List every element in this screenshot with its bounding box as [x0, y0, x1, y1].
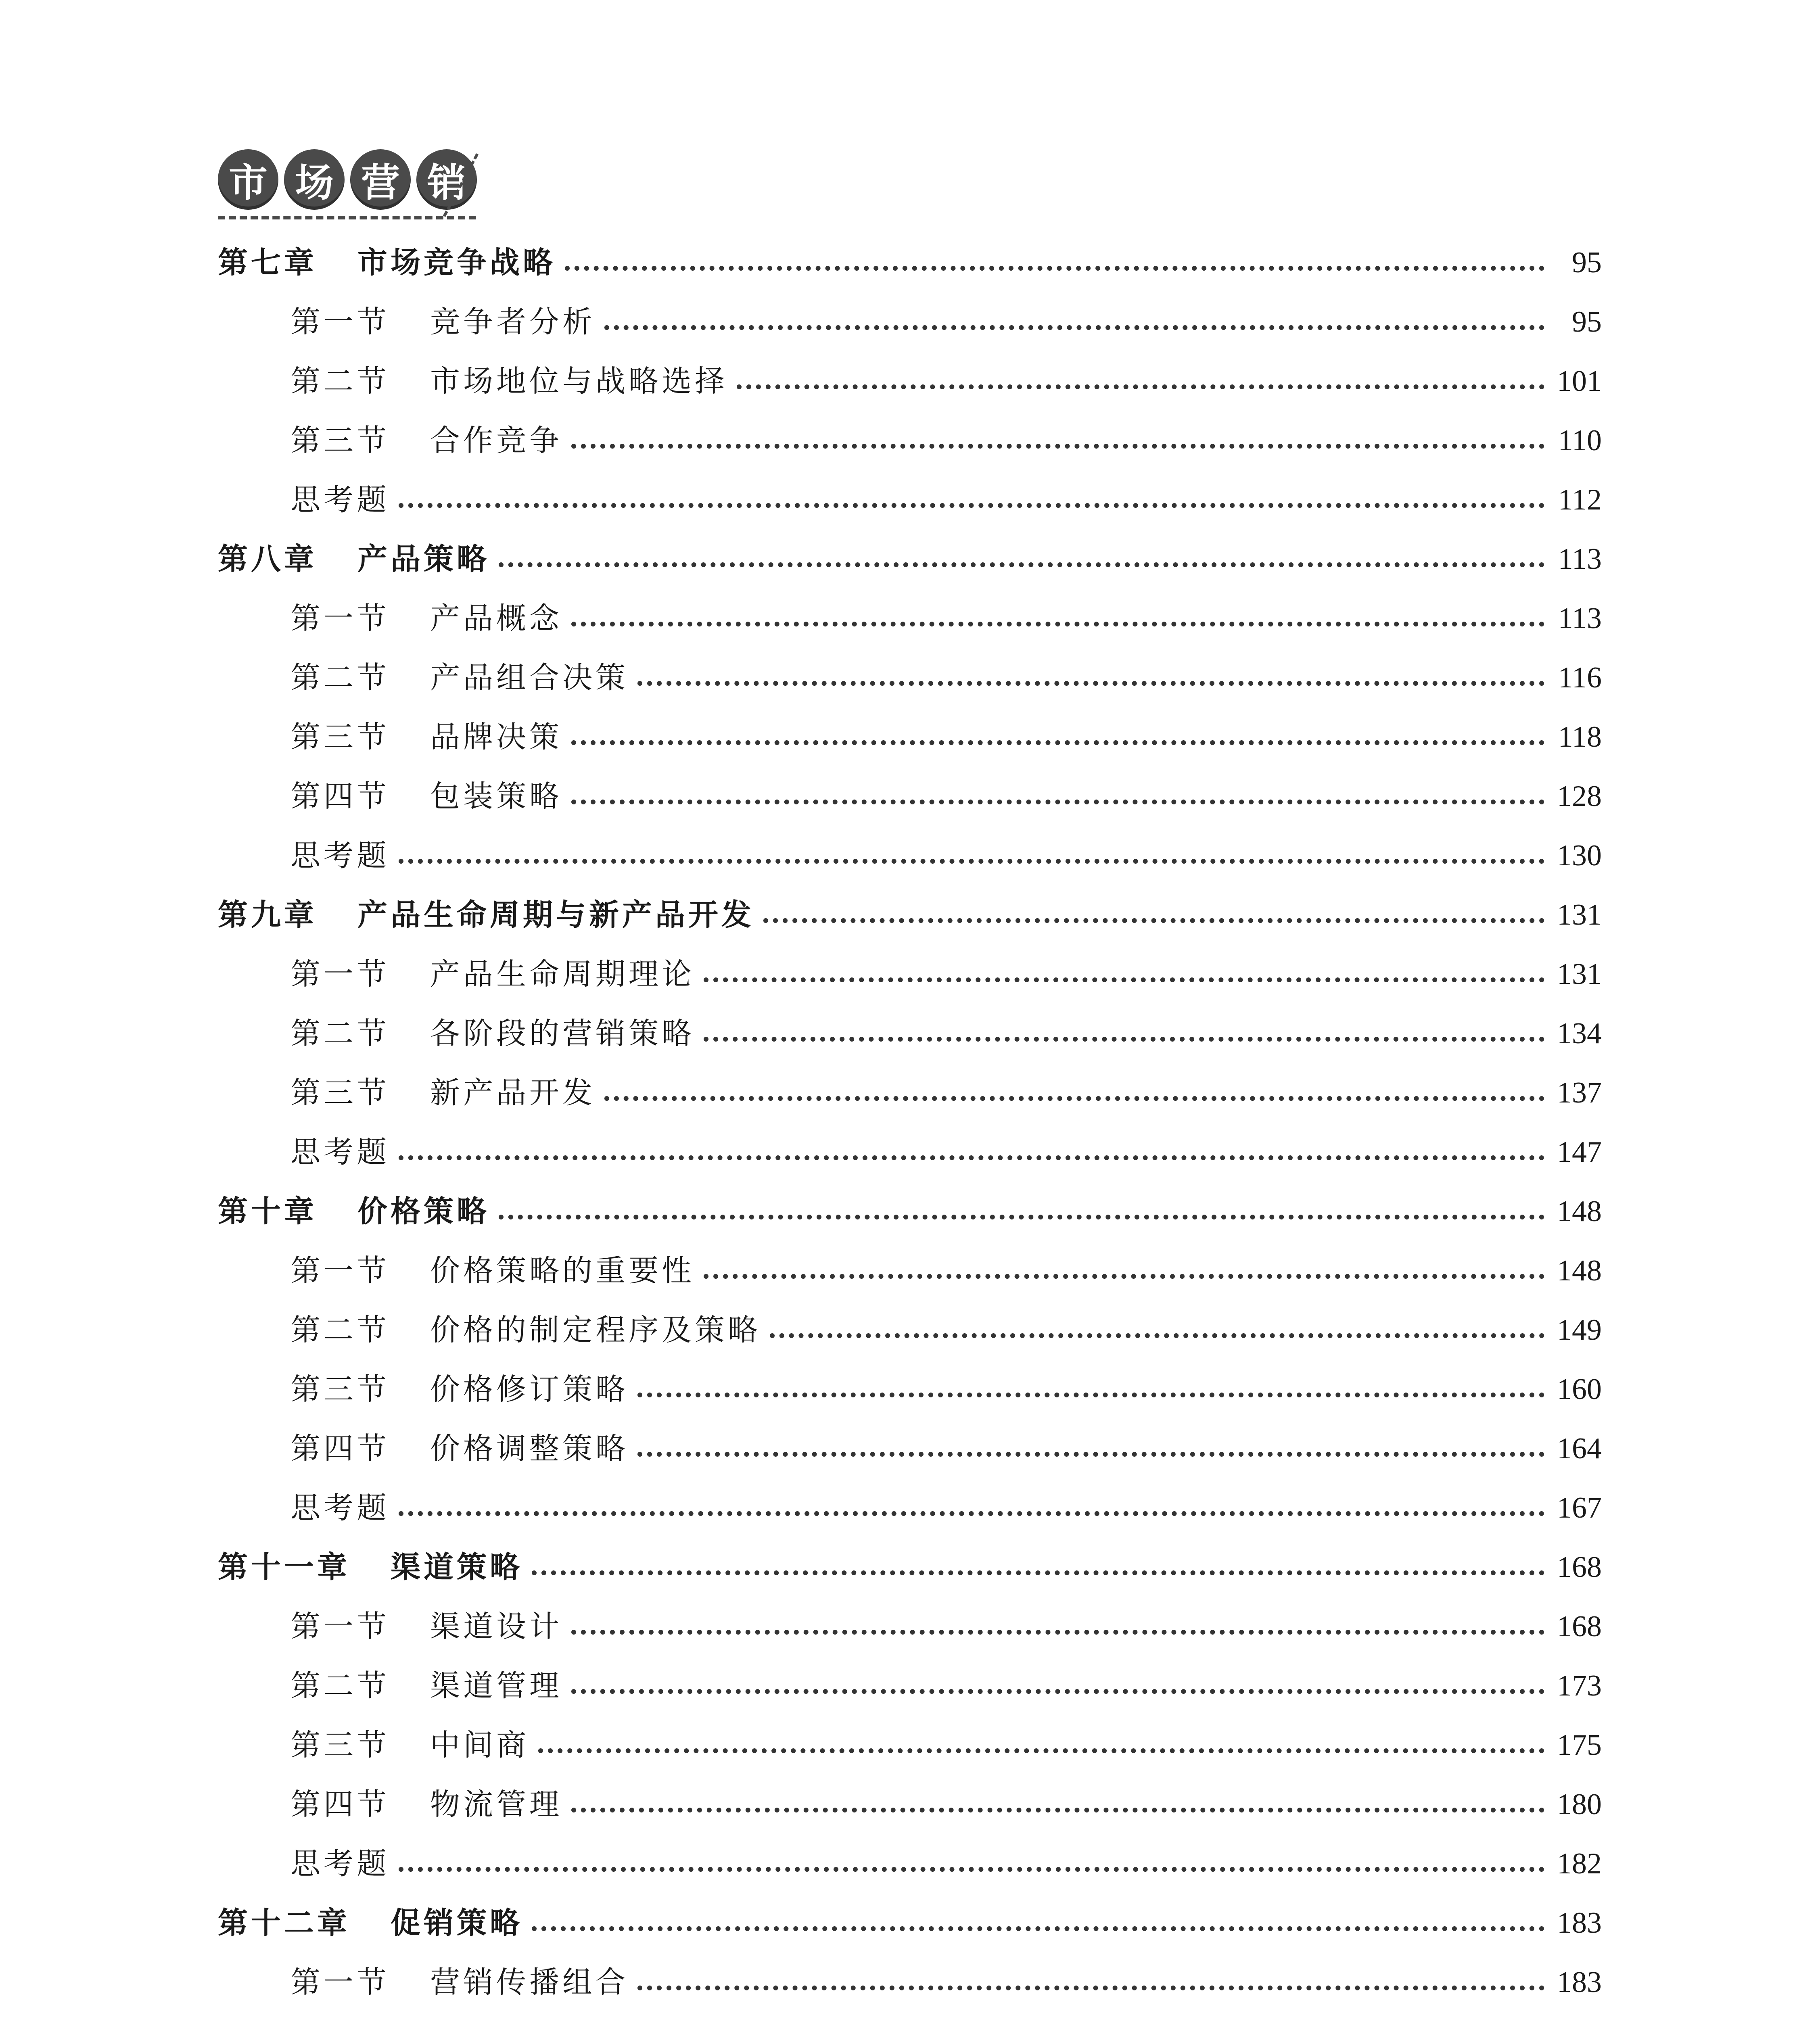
- toc-page-number: 148: [1557, 1254, 1602, 1287]
- toc-page-number: 148: [1557, 1194, 1602, 1228]
- toc-entry-number: 第十章: [218, 1194, 317, 1229]
- toc-page-number: 183: [1557, 1906, 1602, 1940]
- toc-section-row: [218, 1656, 1602, 1715]
- toc-page-number: 147: [1557, 1135, 1602, 1169]
- toc-chapter-row: [218, 885, 1602, 944]
- toc-entry-title: 产品策略: [357, 541, 490, 576]
- toc-entry-title: 促销策略: [391, 1905, 523, 1940]
- dot-leader: [571, 622, 1544, 626]
- toc-section-row: [218, 944, 1602, 1004]
- toc-entry-number: 第三节: [290, 1372, 390, 1407]
- toc-page-number: 110: [1558, 424, 1602, 457]
- toc-chapter-row: [218, 1537, 1602, 1597]
- book-title: [218, 149, 477, 210]
- toc-section-row: [218, 1775, 1602, 1834]
- toc-entry-number: 第八章: [218, 541, 317, 576]
- toc-entry-title: 合作竞争: [430, 423, 562, 458]
- toc-entry-title: 产品概念: [430, 601, 562, 636]
- toc-entry-number: 第一节: [290, 956, 390, 992]
- toc-entry-title: 思考题: [290, 838, 390, 873]
- toc-section-row: [218, 411, 1602, 470]
- title-char: 市: [218, 149, 278, 210]
- toc-exercise-row: [218, 826, 1602, 885]
- toc-entry-title: 各阶段的营销策略: [430, 1016, 695, 1051]
- toc-entry-title: 思考题: [290, 1846, 390, 1881]
- dot-leader: [532, 1570, 1544, 1575]
- toc-page-number: 182: [1557, 1847, 1602, 1880]
- toc-page-number: 131: [1557, 898, 1602, 931]
- toc-section-row: [218, 292, 1602, 351]
- toc-entry-title: 营销传播组合: [430, 1965, 629, 2000]
- toc-entry-title: 产品生命周期理论: [430, 956, 695, 992]
- toc-page-number: 128: [1557, 779, 1602, 813]
- toc-entry-title: 渠道设计: [430, 1609, 562, 1644]
- title-char: 场: [284, 149, 345, 210]
- toc-page-number: 160: [1557, 1372, 1602, 1406]
- dot-leader: [637, 1452, 1544, 1457]
- toc-entry-number: 第四节: [290, 1431, 390, 1466]
- dot-leader: [565, 266, 1544, 271]
- table-of-contents: [218, 233, 1602, 2017]
- dot-leader: [499, 1215, 1544, 1219]
- title-char: 销: [416, 149, 477, 210]
- toc-entry-title: 价格策略的重要性: [430, 1253, 695, 1288]
- book-title-header: [218, 149, 524, 222]
- toc-exercise-row: [218, 1834, 1602, 1893]
- dot-leader: [763, 918, 1544, 923]
- toc-entry-number: 第三节: [290, 1075, 390, 1110]
- toc-entry-title: 包装策略: [430, 779, 562, 814]
- toc-entry-number: 第二节: [290, 1016, 390, 1051]
- toc-entry-number: 第九章: [218, 897, 317, 932]
- dot-leader: [399, 503, 1544, 508]
- toc-entry-title: 价格修订策略: [430, 1372, 629, 1407]
- toc-entry-title: 品牌决策: [430, 719, 562, 754]
- toc-entry-title: 渠道策略: [391, 1549, 523, 1585]
- dot-leader: [538, 1748, 1544, 1753]
- toc-entry-title: 竞争者分析: [430, 304, 596, 339]
- toc-page-number: 180: [1557, 1787, 1602, 1821]
- toc-entry-number: 第一节: [290, 304, 390, 339]
- toc-page-number: 118: [1558, 720, 1602, 754]
- toc-entry-title: 渠道管理: [430, 1668, 562, 1703]
- toc-section-row: [218, 1419, 1602, 1478]
- toc-page-number: 137: [1557, 1076, 1602, 1109]
- dot-leader: [532, 1926, 1544, 1931]
- toc-section-row: [218, 648, 1602, 707]
- toc-entry-number: 第二节: [290, 1312, 390, 1347]
- dot-leader: [637, 681, 1544, 686]
- toc-entry-title: 思考题: [290, 482, 390, 517]
- toc-entry-number: 第二节: [290, 660, 390, 695]
- toc-entry-title: 思考题: [290, 1134, 390, 1169]
- toc-page-number: 134: [1557, 1017, 1602, 1050]
- toc-section-row: [218, 589, 1602, 648]
- dot-leader: [399, 1155, 1544, 1160]
- dot-leader: [704, 977, 1544, 982]
- toc-chapter-row: [218, 1893, 1602, 1952]
- dot-leader: [399, 1867, 1544, 1872]
- toc-page-number: 113: [1558, 542, 1602, 576]
- toc-entry-number: 第三节: [290, 719, 390, 754]
- toc-chapter-row: [218, 529, 1602, 589]
- dot-leader: [499, 562, 1544, 567]
- toc-entry-number: 第二节: [290, 363, 390, 399]
- dot-leader: [604, 325, 1544, 330]
- toc-entry-title: 产品生命周期与新产品开发: [357, 897, 754, 932]
- dot-leader: [571, 800, 1544, 804]
- dot-leader: [637, 1393, 1544, 1397]
- toc-entry-number: 第一节: [290, 1609, 390, 1644]
- toc-section-row: [218, 1241, 1602, 1300]
- toc-page-number: 95: [1572, 246, 1602, 279]
- toc-page-number: 149: [1557, 1313, 1602, 1347]
- toc-page-number: 167: [1557, 1491, 1602, 1524]
- toc-entry-title: 市场地位与战略选择: [430, 363, 728, 399]
- dot-leader: [604, 1096, 1544, 1101]
- dot-leader: [571, 740, 1544, 745]
- toc-section-row: [218, 707, 1602, 766]
- toc-entry-number: 第三节: [290, 423, 390, 458]
- toc-page-number: 168: [1557, 1610, 1602, 1643]
- toc-exercise-row: [218, 470, 1602, 529]
- toc-entry-number: 第四节: [290, 1787, 390, 1822]
- toc-entry-number: 第十一章: [218, 1549, 350, 1585]
- toc-section-row: [218, 1359, 1602, 1419]
- toc-entry-title: 市场竞争战略: [357, 245, 556, 280]
- toc-entry-number: 第一节: [290, 1965, 390, 2000]
- header-dashed-rule: [218, 216, 476, 219]
- dot-leader: [770, 1333, 1544, 1338]
- toc-exercise-row: [218, 1122, 1602, 1182]
- toc-page-number: 164: [1557, 1432, 1602, 1465]
- dot-leader: [399, 859, 1544, 864]
- dot-leader: [704, 1274, 1544, 1279]
- toc-section-row: [218, 2012, 1602, 2017]
- toc-entry-title: 价格调整策略: [430, 1431, 629, 1466]
- toc-section-row: [218, 766, 1602, 826]
- dot-leader: [704, 1037, 1544, 1042]
- toc-page-number: 130: [1557, 839, 1602, 872]
- toc-page-number: 173: [1557, 1669, 1602, 1702]
- dot-leader: [571, 1689, 1544, 1694]
- toc-page-number: 95: [1572, 305, 1602, 338]
- dot-leader: [737, 384, 1544, 389]
- toc-section-row: [218, 1952, 1602, 2012]
- toc-entry-title: 物流管理: [430, 1787, 562, 1822]
- toc-section-row: [218, 351, 1602, 411]
- title-char: 营: [350, 149, 411, 210]
- dot-leader: [637, 1986, 1544, 1990]
- toc-section-row: [218, 1004, 1602, 1063]
- toc-exercise-row: [218, 1478, 1602, 1537]
- toc-entry-number: 第三节: [290, 1727, 390, 1762]
- toc-page-number: 131: [1557, 957, 1602, 991]
- toc-page-number: 183: [1557, 1965, 1602, 1999]
- toc-page-number: 113: [1558, 601, 1602, 635]
- toc-page-number: 175: [1557, 1728, 1602, 1762]
- dot-leader: [571, 444, 1544, 449]
- toc-section-row: [218, 1597, 1602, 1656]
- toc-entry-number: 第一节: [290, 1253, 390, 1288]
- toc-chapter-row: [218, 1182, 1602, 1241]
- toc-entry-number: 第二节: [290, 1668, 390, 1703]
- dot-leader: [571, 1808, 1544, 1812]
- dot-leader: [399, 1511, 1544, 1516]
- toc-section-row: [218, 1063, 1602, 1122]
- toc-entry-number: 第四节: [290, 779, 390, 814]
- toc-entry-number: 第一节: [290, 601, 390, 636]
- toc-section-row: [218, 1715, 1602, 1775]
- toc-entry-title: 中间商: [430, 1727, 529, 1762]
- toc-entry-title: 思考题: [290, 1490, 390, 1525]
- toc-entry-title: 新产品开发: [430, 1075, 596, 1110]
- toc-page-number: 168: [1557, 1550, 1602, 1584]
- toc-page-number: 116: [1558, 661, 1602, 694]
- toc-chapter-row: [218, 233, 1602, 292]
- toc-page-number: 112: [1558, 483, 1602, 516]
- dot-leader: [571, 1630, 1544, 1635]
- toc-page-number: 101: [1557, 364, 1602, 398]
- toc-entry-title: 产品组合决策: [430, 660, 629, 695]
- toc-entry-title: 价格策略: [357, 1194, 490, 1229]
- toc-entry-number: 第七章: [218, 245, 317, 280]
- toc-section-row: [218, 1300, 1602, 1359]
- toc-entry-number: 第十二章: [218, 1905, 350, 1940]
- toc-entry-title: 价格的制定程序及策略: [430, 1312, 761, 1347]
